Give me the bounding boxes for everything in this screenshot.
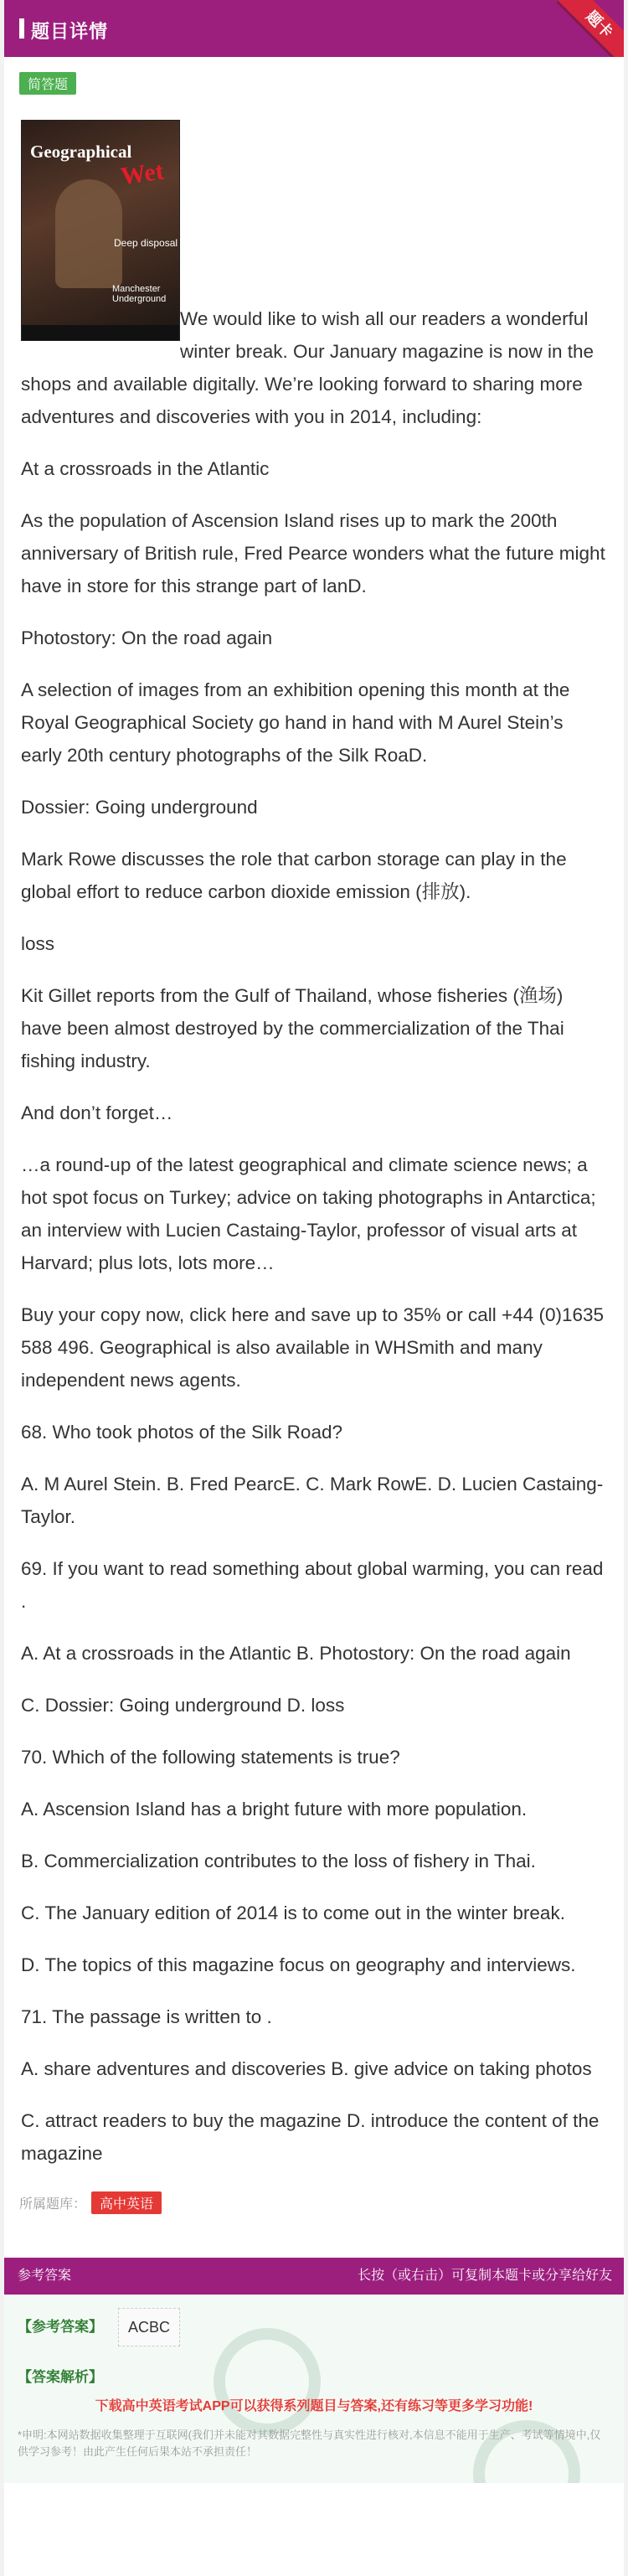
- paragraph: 69. If you want to read something about global warming, you can read .: [21, 1558, 604, 1612]
- question-type-badge: 简答题: [19, 72, 76, 95]
- paragraph: At a crossroads in the Atlantic: [21, 458, 270, 479]
- paragraph: Mark Rowe discusses the role that carbon storage can play in the global effort to reduce carbon dioxide emission (排放).: [21, 849, 567, 902]
- paragraph: A. M Aurel Stein. B. Fred PearcE. C. Mark RowE. D. Lucien Castaing-Taylor.: [21, 1474, 604, 1527]
- paragraph-list: [21, 452, 609, 2170]
- paragraph: Buy your copy now, click here and save up to 35% or call +44 (0)1635 588 496. Geographical is also available in WHSmith and many independent news agents.: [21, 1304, 605, 1391]
- paragraph: 70. Which of the following statements is true?: [21, 1747, 400, 1768]
- paragraph: B. Commercialization contributes to the loss of fishery in Thai.: [21, 1851, 536, 1871]
- header: [4, 0, 624, 57]
- paragraph: Dossier: Going underground: [21, 797, 258, 818]
- cover-headline: Wet: [118, 157, 166, 191]
- library-label: 所属题库：: [19, 2197, 87, 2212]
- answer-image: ACBC: [118, 2308, 180, 2346]
- library-row: [19, 2191, 624, 2214]
- cover-title: Geographical: [30, 142, 132, 162]
- paragraph: 68. Who took photos of the Silk Road?: [21, 1422, 342, 1443]
- paragraph: A. Ascension Island has a bright future with more population.: [21, 1799, 528, 1820]
- paragraph: A. share adventures and discoveries B. give advice on taking photos: [21, 2058, 592, 2079]
- paragraph: C. The January edition of 2014 is to come out in the winter break.: [21, 1902, 565, 1923]
- paragraph: …a round-up of the latest geographical and climate science news; a hot spot focus on Turkey; advice on taking photographs in Antarctica; an interview with Lucien Castaing-Taylor, professor of visual arts at Harvard; plus lots, lots more…: [21, 1154, 596, 1273]
- answer-title: 参考答案: [18, 2269, 72, 2283]
- download-app-link[interactable]: 下载高中英语考试APP可以获得系列题目与答案,还有练习等更多学习功能!: [95, 2399, 533, 2413]
- paragraph: 71. The passage is written to .: [21, 2006, 272, 2027]
- paragraph: Photostory: On the road again: [21, 627, 273, 648]
- cover-figure: [55, 179, 122, 288]
- question-content: [4, 95, 624, 2170]
- paragraph: A selection of images from an exhibition opening this month at the Royal Geographical Society go hand in hand with M Aurel Stein’s early 20th century photographs of the Silk RoaD.: [21, 679, 570, 766]
- paragraph: A. At a crossroads in the Atlantic B. Photostory: On the road again: [21, 1643, 571, 1664]
- title-bar-icon: [19, 18, 24, 39]
- page: [4, 0, 624, 2576]
- cover-caption: Manchester Underground: [112, 284, 167, 304]
- library-tag[interactable]: 高中英语: [91, 2191, 162, 2214]
- page-title: 题目详情: [31, 21, 109, 42]
- paragraph: And don’t forget…: [21, 1102, 173, 1123]
- watermark-icon: [214, 2328, 321, 2435]
- magazine-cover-image: [21, 120, 180, 341]
- paragraph: D. The topics of this magazine focus on geography and interviews.: [21, 1954, 576, 1975]
- question-card-ribbon[interactable]: 题卡: [559, 0, 624, 57]
- paragraph: loss: [21, 933, 55, 954]
- disclaimer: *申明:本网站数据收集整理于互联网(我们并未能对其数据完整性与真实性进行核对,本信息不能用于生产、考试等情境中,仅供学习参考！由此产生任何后果本站不承担责任！: [18, 2429, 601, 2458]
- intro-paragraph: [21, 113, 609, 433]
- cover-subhead: Deep disposal: [114, 237, 178, 249]
- paragraph: Kit Gillet reports from the Gulf of Thailand, whose fisheries (渔场) have been almost destroyed by the commercialization of the Thai fishing industry.: [21, 985, 564, 1071]
- paragraph: As the population of Ascension Island rises up to mark the 200th anniversary of British rule, Fred Pearce wonders what the future might have in store for this strange part of lanD.: [21, 510, 605, 596]
- intro-text: We would like to wish all our readers a wonderful winter break. Our January magazine is now in the shops and available digitally. We’re looking forward to sharing more adventures and discoveries with you in 2014, including:: [21, 308, 594, 427]
- analysis-label: 【答案解析】: [18, 2369, 103, 2385]
- answer-body: [4, 2295, 624, 2483]
- answer-label: 【参考答案】: [18, 2319, 103, 2335]
- paragraph: C. Dossier: Going underground D. loss: [21, 1695, 345, 1716]
- paragraph: C. attract readers to buy the magazine D. introduce the content of the magazine: [21, 2110, 600, 2164]
- cover-strip: [22, 325, 179, 340]
- copy-share-hint: 长按（或右击）可复制本题卡或分享给好友: [357, 2269, 612, 2283]
- answer-header: [4, 2258, 624, 2295]
